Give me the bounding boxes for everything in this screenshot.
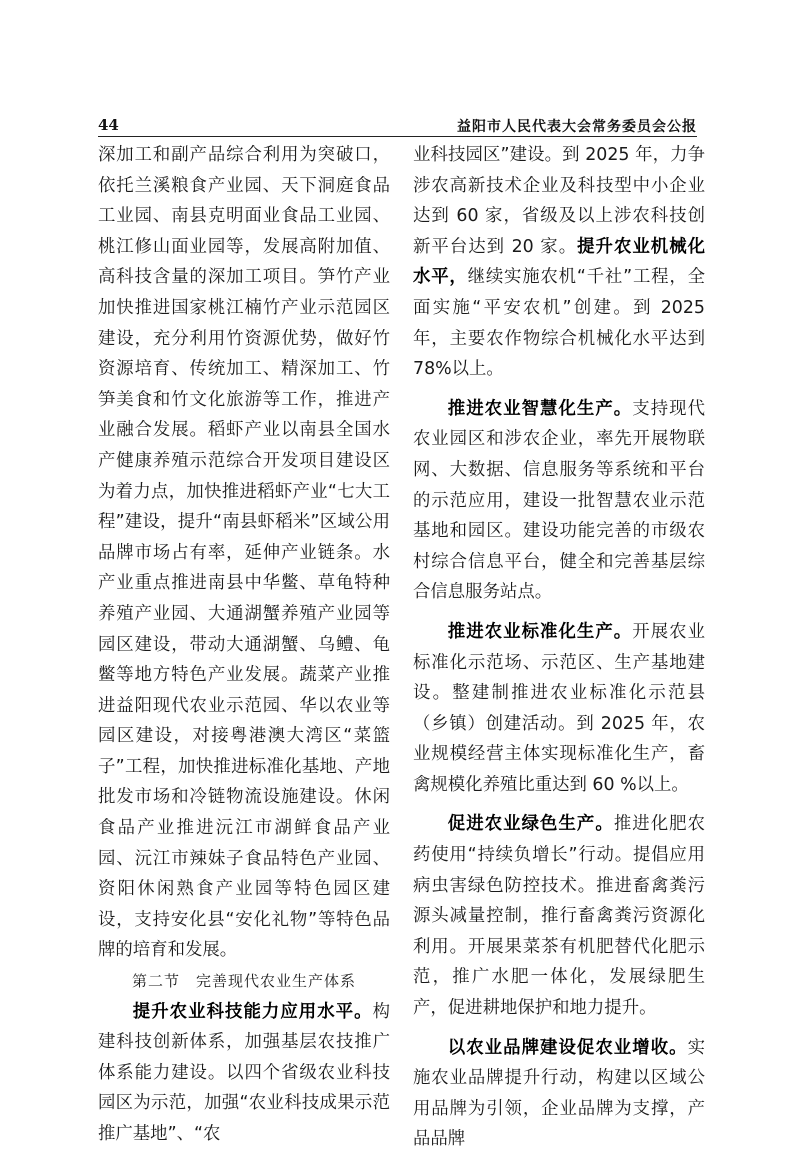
paragraph-lead-mechanization: 提升农业机械化水平， bbox=[413, 236, 705, 288]
paragraph-body-standardization: 开展农业标准化示范场、示范区、生产基地建设。整建制推进农业标准化示范县（乡镇）创建活动。到 2025 年，农业规模经营主体实现标准化生产，畜禽规模化养殖比重达到 60 %以上。 bbox=[413, 621, 705, 795]
paragraph-standardization bbox=[413, 617, 705, 801]
paragraph-lead-standardization: 推进农业标准化生产。 bbox=[447, 621, 633, 642]
paragraph-body-green: 推进化肥农药使用“持续负增长”行动。提倡应用病虫害绿色防控技术。推进畜禽粪污源头减量控制，推行畜禽粪污资源化利用。开展果菜茶有机肥替代化肥示范，推广水肥一体化，发展绿肥生产，促进耕地保护和地力提升。 bbox=[413, 814, 705, 1019]
paragraph-green-production bbox=[413, 809, 705, 1023]
paragraph-tech-park-continuation bbox=[413, 140, 705, 385]
left-column bbox=[98, 140, 390, 1150]
paragraph-lead-brand: 以农业品牌建设促农业增收。 bbox=[447, 1037, 688, 1058]
paragraph-industry-continuation: 深加工和副产品综合利用为突破口，依托兰溪粮食产业园、天下洞庭食品工业园、南县克明面业食品工业园、桃江修山面业园等，发展高附加值、高科技含量的深加工项目。笋竹产业加快推进国家桃江楠竹产业示范园区建设，充分利用竹资源优势，做好竹资源培育、传统加工、精深加工、竹笋美食和竹文化旅游等工作，推进产业融合发展。稻虾产业以南县全国水产健康养殖示范综合开发项目建设区为着力点，加快推进稻虾产业“七大工程”建设，提升“南县虾稻米”区域公用品牌市场占有率，延伸产业链条。水产业重点推进南县中华鳖、草龟特种养殖产业园、大通湖蟹养殖产业园等园区建设，带动大通湖蟹、乌鳢、龟鳖等地方特色产业发展。蔬菜产业推进益阳现代农业示范园、华以农业等园区建设，对接粤港澳大湾区“菜篮子”工程，加快推进标准化基地、产地批发市场和冷链物流设施建设。休闲食品产业推进沅江市湖鲜食品产业园、沅江市辣妹子食品特色产业园、资阳休闲熟食产业园等特色园区建设，支持安化县“安化礼物”等特色品牌的培育和发展。 bbox=[98, 145, 390, 961]
journal-title: 益阳市人民代表大会常务委员会公报 bbox=[457, 119, 697, 135]
paragraph-agri-tech bbox=[98, 997, 390, 1150]
paragraph-body-tech-park: 业科技园区”建设。到 2025 年，力争涉农高新技术企业及科技型中小企业达到 60 家，省级及以上涉农科技创新平台达到 20 家。 bbox=[413, 145, 705, 257]
paragraph-lead-agri-tech: 提升农业科技能力应用水平。 bbox=[132, 1001, 373, 1022]
paragraph-body-brand: 实施农业品牌提升行动，构建以区域公用品牌为引领，企业品牌为支撑，产品品牌 bbox=[413, 1037, 705, 1150]
header-rule bbox=[98, 136, 697, 137]
paragraph-body-agri-tech: 构建科技创新体系，加强基层农技推广体系能力建设。以四个省级农业科技园区为示范，加强“农业科技成果示范推广基地”、“农 bbox=[98, 1001, 390, 1144]
paragraph-brand-building bbox=[413, 1033, 705, 1155]
paragraph-lead-green: 促进农业绿色生产。 bbox=[447, 814, 614, 835]
page-number: 44 bbox=[98, 116, 119, 134]
right-column bbox=[413, 140, 705, 1155]
section-heading: 第二节 完善现代农业生产体系 bbox=[131, 972, 356, 991]
paragraph-smart-agriculture bbox=[413, 394, 705, 608]
paragraph-body-mechanization: 继续实施农机“千社”工程，全面实施“平安农机”创建。到 2025 年，主要农作物综合机械化水平达到 78%以上。 bbox=[413, 267, 705, 380]
page-header bbox=[98, 116, 697, 138]
paragraph-body-smart: 支持现代农业园区和涉农企业，率先开展物联网、大数据、信息服务等系统和平台的示范应用，建设一批智慧农业示范基地和园区。建设功能完善的市级农村综合信息平台，健全和完善基层综合信息服务站点。 bbox=[413, 398, 705, 603]
paragraph-lead-smart: 推进农业智慧化生产。 bbox=[447, 398, 633, 419]
